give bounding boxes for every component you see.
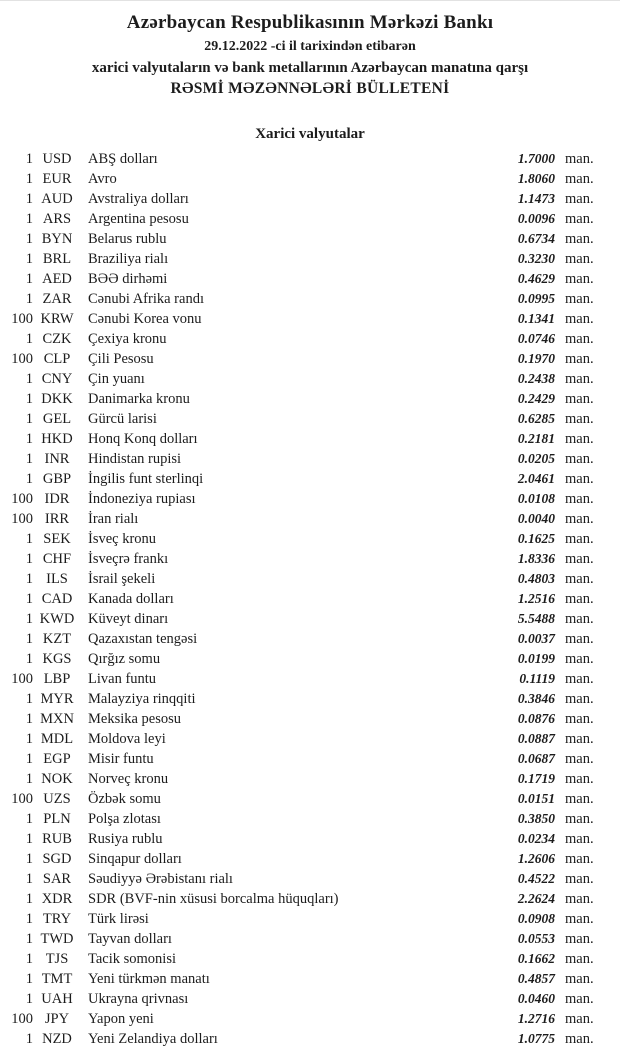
unit-label: man. (565, 811, 594, 827)
unit-label: man. (565, 451, 594, 467)
currency-code: TWD (40, 931, 74, 947)
currency-name: Tayvan dolları (88, 931, 172, 947)
currency-name: Danimarka kronu (88, 391, 190, 407)
rate-value: 0.4522 (517, 871, 555, 886)
rate-value: 0.0746 (517, 331, 555, 346)
rate-value: 0.1625 (517, 531, 555, 546)
rate-row (0, 509, 597, 529)
currency-name: Ukrayna qrivnası (88, 991, 189, 1007)
unit-label: man. (565, 371, 594, 387)
currency-name: Moldova leyi (88, 731, 166, 747)
unit-label: man. (565, 231, 594, 247)
currency-code: XDR (41, 891, 73, 907)
currency-code: KRW (40, 311, 74, 327)
rate-row (0, 429, 597, 449)
rate-row (0, 389, 597, 409)
rate-value: 0.0151 (517, 791, 555, 806)
currency-quantity: 1 (25, 191, 33, 207)
currency-code: IDR (44, 491, 70, 507)
currency-code: GBP (42, 471, 72, 487)
rate-value: 0.0040 (517, 511, 555, 526)
rate-value: 0.1119 (519, 671, 555, 686)
currency-quantity: 1 (25, 831, 33, 847)
currency-code: EUR (42, 171, 72, 187)
currency-name: Yeni Zelandiya dolları (88, 1031, 218, 1047)
currency-quantity: 1 (25, 531, 33, 547)
rate-value: 1.1473 (517, 191, 555, 206)
currency-name: Belarus rublu (88, 231, 167, 247)
rate-row (0, 329, 597, 349)
unit-label: man. (565, 931, 594, 947)
currency-name: Yeni türkmən manatı (88, 971, 210, 987)
unit-label: man. (565, 1031, 594, 1047)
currency-code: AED (42, 271, 72, 287)
currency-name: ABŞ dolları (88, 151, 158, 167)
currency-code: BYN (41, 231, 73, 247)
rate-value: 0.3846 (517, 691, 555, 706)
unit-label: man. (565, 1011, 594, 1027)
currency-name: Malayziya rinqqiti (88, 691, 196, 707)
rate-row (0, 909, 597, 929)
currency-name: Meksika pesosu (88, 711, 182, 727)
rate-row (0, 289, 597, 309)
rate-value: 0.1970 (517, 351, 555, 366)
unit-label: man. (565, 971, 594, 987)
currency-name: Avstraliya dolları (88, 191, 189, 207)
currency-code: INR (44, 451, 70, 467)
currency-quantity: 1 (25, 911, 33, 927)
currency-code: MDL (40, 731, 74, 747)
currency-name: Misir funtu (88, 751, 154, 767)
rate-row (0, 1009, 597, 1029)
unit-label: man. (565, 531, 594, 547)
unit-label: man. (565, 751, 594, 767)
unit-label: man. (565, 631, 594, 647)
rate-value: 0.4803 (517, 571, 555, 586)
rate-row (0, 989, 597, 1009)
rate-value: 0.6285 (517, 411, 555, 426)
currency-code: IRR (44, 511, 70, 527)
rate-row (0, 449, 597, 469)
currency-quantity: 1 (25, 811, 33, 827)
currency-quantity: 1 (25, 891, 33, 907)
currency-quantity: 1 (25, 471, 33, 487)
currency-name: Avro (88, 171, 117, 187)
currency-code: CHF (42, 551, 72, 567)
rate-value: 0.6734 (517, 231, 555, 246)
rate-row (0, 829, 597, 849)
currency-code: JPY (44, 1011, 70, 1027)
currency-code: CNY (41, 371, 73, 387)
currency-quantity: 1 (25, 271, 33, 287)
currency-code: NOK (41, 771, 73, 787)
currency-quantity: 1 (25, 551, 33, 567)
unit-label: man. (565, 691, 594, 707)
rate-value: 0.0199 (517, 651, 555, 666)
unit-label: man. (565, 351, 594, 367)
rate-value: 0.0687 (517, 751, 555, 766)
currency-name: İsrail şekeli (88, 571, 156, 587)
currency-code: KGS (42, 651, 72, 667)
currency-name: Norveç kronu (88, 771, 169, 787)
currency-code: TMT (41, 971, 73, 987)
rate-row (0, 529, 597, 549)
currency-name: Küveyt dinarı (88, 611, 169, 627)
rate-row (0, 409, 597, 429)
unit-label: man. (565, 591, 594, 607)
rate-value: 0.0205 (517, 451, 555, 466)
currency-name: Çili Pesosu (88, 351, 154, 367)
rate-value: 0.1662 (517, 951, 555, 966)
currency-name: İndoneziya rupiası (88, 491, 196, 507)
currency-name: Qırğız somu (88, 651, 161, 667)
rate-row (0, 709, 597, 729)
currency-name: Braziliya rialı (88, 251, 169, 267)
unit-label: man. (565, 871, 594, 887)
currency-quantity: 1 (25, 651, 33, 667)
currency-quantity: 1 (25, 951, 33, 967)
rate-value: 0.0995 (517, 291, 555, 306)
bulletin-header (0, 1, 620, 99)
currency-name: Argentina pesosu (88, 211, 189, 227)
rate-row (0, 349, 597, 369)
unit-label: man. (565, 991, 594, 1007)
currency-name: Cənubi Afrika randı (88, 291, 204, 307)
rate-row (0, 789, 597, 809)
section-title-foreign-currencies: Xarici valyutalar (255, 126, 365, 142)
currency-quantity: 1 (25, 331, 33, 347)
currency-code: CZK (42, 331, 72, 347)
unit-label: man. (565, 391, 594, 407)
rate-value: 0.0553 (517, 931, 555, 946)
rate-row (0, 249, 597, 269)
currency-quantity: 1 (25, 691, 33, 707)
currency-code: CLP (43, 351, 71, 367)
rate-row (0, 189, 597, 209)
currency-name: Çin yuanı (88, 371, 145, 387)
rate-value: 0.2438 (517, 371, 555, 386)
currency-quantity: 1 (25, 991, 33, 1007)
rate-row (0, 669, 597, 689)
rate-row (0, 169, 597, 189)
rate-value: 0.3850 (517, 811, 555, 826)
rate-value: 0.4857 (517, 971, 555, 986)
rate-value: 0.0908 (517, 911, 555, 926)
currency-code: HKD (41, 431, 73, 447)
rate-row (0, 949, 597, 969)
currency-code: NZD (42, 1031, 72, 1047)
rate-row (0, 1029, 597, 1049)
currency-quantity: 1 (25, 251, 33, 267)
currency-quantity: 1 (25, 971, 33, 987)
currency-quantity: 1 (25, 1031, 33, 1047)
currency-quantity: 1 (25, 391, 33, 407)
currency-code: ZAR (42, 291, 72, 307)
rate-row (0, 149, 597, 169)
rate-value: 0.1341 (517, 311, 555, 326)
currency-name: Gürcü larisi (88, 411, 157, 427)
effective-date-line: 29.12.2022 -ci il tarixindən etibarən (204, 39, 416, 54)
currency-quantity: 1 (25, 231, 33, 247)
currency-quantity: 100 (11, 1011, 33, 1027)
currency-quantity: 1 (25, 411, 33, 427)
currency-quantity: 100 (11, 791, 33, 807)
rate-value: 1.7000 (517, 151, 555, 166)
unit-label: man. (565, 411, 594, 427)
rate-row (0, 809, 597, 829)
rate-row (0, 589, 597, 609)
currency-name: Çexiya kronu (88, 331, 167, 347)
currency-quantity: 1 (25, 371, 33, 387)
unit-label: man. (565, 331, 594, 347)
currency-name: Türk lirəsi (88, 911, 149, 927)
currency-code: KZT (42, 631, 72, 647)
currency-name: Kanada dolları (88, 591, 174, 607)
unit-label: man. (565, 851, 594, 867)
currency-name: İngilis funt sterlinqi (88, 471, 204, 487)
unit-label: man. (565, 731, 594, 747)
currency-quantity: 1 (25, 431, 33, 447)
unit-label: man. (565, 611, 594, 627)
currency-name: İran rialı (88, 511, 139, 527)
unit-label: man. (565, 211, 594, 227)
rate-value: 0.0876 (517, 711, 555, 726)
unit-label: man. (565, 791, 594, 807)
currency-quantity: 100 (11, 491, 33, 507)
unit-label: man. (565, 671, 594, 687)
unit-label: man. (565, 711, 594, 727)
currency-code: SAR (42, 871, 72, 887)
rate-row (0, 889, 597, 909)
rate-value: 0.0096 (517, 211, 555, 226)
rate-value: 5.5488 (517, 611, 555, 626)
currency-quantity: 1 (25, 631, 33, 647)
currency-code: ILS (46, 571, 68, 587)
rate-value: 0.2181 (517, 431, 555, 446)
rate-row (0, 229, 597, 249)
rate-row (0, 489, 597, 509)
currency-quantity: 1 (25, 211, 33, 227)
rate-value: 1.8336 (517, 551, 555, 566)
currency-name: Tacik somonisi (88, 951, 176, 967)
currency-quantity: 100 (11, 671, 33, 687)
rate-row (0, 689, 597, 709)
rate-row (0, 769, 597, 789)
rate-row (0, 849, 597, 869)
currency-name: İsveçrə frankı (88, 551, 169, 567)
currency-quantity: 1 (25, 291, 33, 307)
unit-label: man. (565, 551, 594, 567)
currency-quantity: 1 (25, 611, 33, 627)
currency-quantity: 100 (11, 511, 33, 527)
currency-code: SGD (42, 851, 72, 867)
currency-code: EGP (43, 751, 71, 767)
currency-quantity: 1 (25, 771, 33, 787)
currency-code: DKK (41, 391, 73, 407)
bulletin-title: RƏSMİ MƏZƏNNƏLƏRİ BÜLLETENİ (170, 80, 450, 97)
bank-name-title: Azərbaycan Respublikasının Mərkəzi Bankı (126, 12, 494, 33)
rate-row (0, 749, 597, 769)
rate-row (0, 369, 597, 389)
rate-row (0, 969, 597, 989)
rate-value: 0.1719 (517, 771, 555, 786)
rate-value: 1.2516 (517, 591, 555, 606)
rate-value: 0.3230 (517, 251, 555, 266)
rate-value: 0.0108 (517, 491, 555, 506)
unit-label: man. (565, 891, 594, 907)
rate-value: 0.0234 (517, 831, 555, 846)
currency-quantity: 1 (25, 851, 33, 867)
currency-name: Qazaxıstan tengəsi (88, 631, 198, 647)
unit-label: man. (565, 311, 594, 327)
currency-name: İsveç kronu (88, 531, 157, 547)
currency-code: BRL (42, 251, 72, 267)
currency-code: KWD (39, 611, 75, 627)
unit-label: man. (565, 251, 594, 267)
unit-label: man. (565, 291, 594, 307)
currency-name: Cənubi Korea vonu (88, 311, 202, 327)
rate-value: 0.0460 (517, 991, 555, 1006)
rate-row (0, 549, 597, 569)
unit-label: man. (565, 151, 594, 167)
rate-row (0, 469, 597, 489)
currency-quantity: 1 (25, 591, 33, 607)
currency-quantity: 1 (25, 731, 33, 747)
unit-label: man. (565, 771, 594, 787)
rate-value: 1.2716 (517, 1011, 555, 1026)
unit-label: man. (565, 911, 594, 927)
currency-quantity: 1 (25, 171, 33, 187)
rate-row (0, 609, 597, 629)
currency-code: TRY (42, 911, 72, 927)
currency-code: PLN (43, 811, 71, 827)
currency-quantity: 1 (25, 151, 33, 167)
rate-row (0, 629, 597, 649)
rate-row (0, 869, 597, 889)
rate-row (0, 729, 597, 749)
unit-label: man. (565, 471, 594, 487)
currency-name: Səudiyyə Ərəbistanı rialı (88, 871, 233, 887)
unit-label: man. (565, 171, 594, 187)
rate-row (0, 569, 597, 589)
currency-code: RUB (42, 831, 72, 847)
currency-quantity: 1 (25, 751, 33, 767)
currency-code: LBP (43, 671, 71, 687)
currency-code: GEL (42, 411, 72, 427)
currency-name: SDR (BVF-nin xüsusi borcalma hüquqları) (88, 891, 339, 907)
currency-code: MYR (40, 691, 74, 707)
currency-code: TJS (45, 951, 69, 967)
currency-quantity: 1 (25, 571, 33, 587)
unit-label: man. (565, 491, 594, 507)
rate-value: 2.0461 (517, 471, 555, 486)
currency-code: MXN (40, 711, 74, 727)
rate-value: 0.0037 (517, 631, 555, 646)
currency-name: BƏƏ dirhəmi (88, 271, 168, 287)
currency-quantity: 100 (11, 311, 33, 327)
currency-name: Sinqapur dolları (88, 851, 182, 867)
currency-code: USD (42, 151, 72, 167)
rate-row (0, 309, 597, 329)
currency-quantity: 1 (25, 871, 33, 887)
currency-code: AUD (41, 191, 73, 207)
currency-code: SEK (43, 531, 71, 547)
unit-label: man. (565, 651, 594, 667)
rate-row (0, 269, 597, 289)
rate-value: 0.4629 (517, 271, 555, 286)
rate-value: 0.0887 (517, 731, 555, 746)
currency-code: ARS (42, 211, 72, 227)
currency-name: Honq Konq dolları (88, 431, 198, 447)
unit-label: man. (565, 831, 594, 847)
currency-code: UAH (41, 991, 73, 1007)
unit-label: man. (565, 511, 594, 527)
rate-row (0, 209, 597, 229)
currency-quantity: 1 (25, 711, 33, 727)
unit-label: man. (565, 191, 594, 207)
currency-name: Hindistan rupisi (88, 451, 182, 467)
rate-row (0, 929, 597, 949)
bulletin-subtitle: xarici valyutaların və bank metallarının Azərbaycan manatına qarşı (91, 60, 529, 76)
currency-code: CAD (41, 591, 73, 607)
currency-quantity: 100 (11, 351, 33, 367)
rate-value: 1.8060 (517, 171, 555, 186)
currency-name: Polşa zlotası (88, 811, 161, 827)
currency-quantity: 1 (25, 931, 33, 947)
unit-label: man. (565, 951, 594, 967)
rates-table (0, 149, 620, 1049)
rate-row (0, 649, 597, 669)
unit-label: man. (565, 271, 594, 287)
rate-value: 0.2429 (517, 391, 555, 406)
currency-name: Yapon yeni (88, 1011, 154, 1027)
currency-name: Özbək somu (88, 791, 161, 807)
rate-value: 1.2606 (517, 851, 555, 866)
rate-value: 1.0775 (517, 1031, 555, 1046)
unit-label: man. (565, 431, 594, 447)
currency-code: UZS (43, 791, 71, 807)
currency-name: Rusiya rublu (88, 831, 163, 847)
unit-label: man. (565, 571, 594, 587)
rate-value: 2.2624 (517, 891, 555, 906)
currency-quantity: 1 (25, 451, 33, 467)
currency-name: Livan funtu (88, 671, 157, 687)
